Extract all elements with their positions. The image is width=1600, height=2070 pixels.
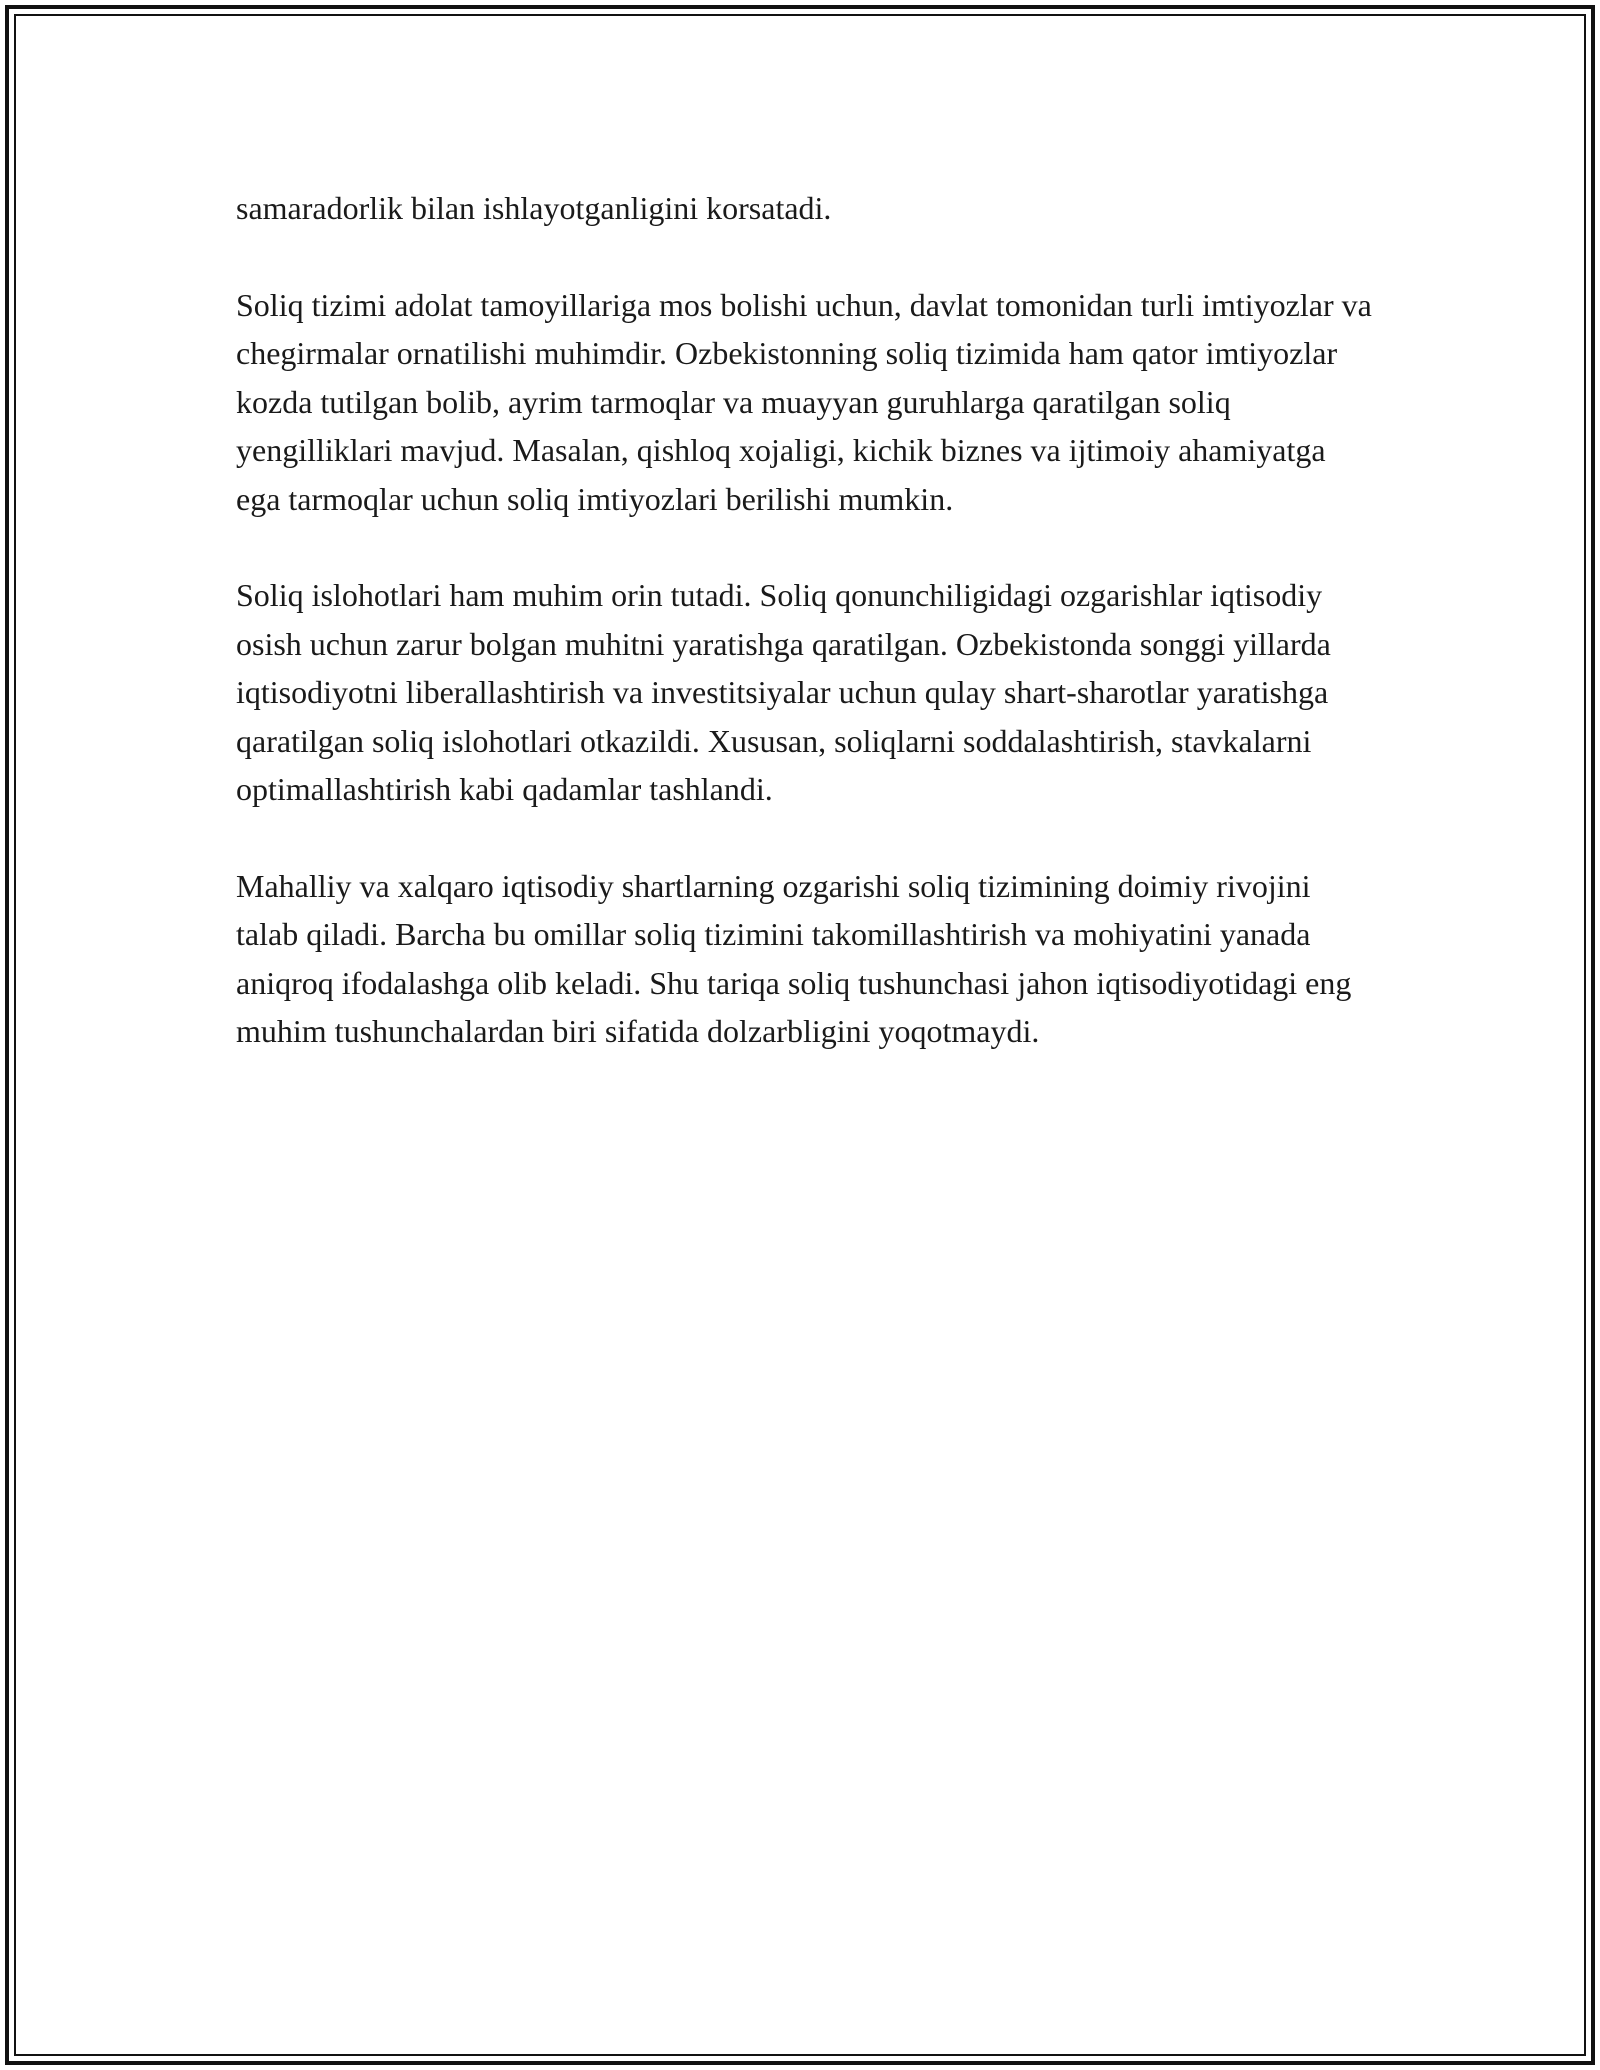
paragraph-3: Soliq islohotlari ham muhim orin tutadi. Soliq qonunchiligidagi ozgarishlar iqtisodiy osish uchun zarur bolgan muhitni yaratishga qaratilgan. Ozbekistonda songgi yillarda iqtisodiyotni liberallashtirish va investitsiyalar uchun qulay shart-sharotlar yaratishga qaratilgan soliq islohotlari otkazildi. Xususan, soliqlarni soddalashtirish, stavkalarni optimallashtirish kabi qadamlar tashlandi. bbox=[236, 577, 1331, 807]
document-body bbox=[236, 184, 1376, 1104]
paragraph-1: samaradorlik bilan ishlayotganligini korsatadi. bbox=[236, 190, 832, 226]
paragraph-2: Soliq tizimi adolat tamoyillariga mos bolishi uchun, davlat tomonidan turli imtiyozlar va chegirmalar ornatilishi muhimdir. Ozbekistonning soliq tizimida ham qator imtiyozlar kozda tutilgan bolib, ayrim tarmoqlar va muayyan guruhlarga qaratilgan soliq yengilliklari mavjud. Masalan, qishloq xojaligi, kichik biznes va ijtimoiy ahamiyatga ega tarmoqlar uchun soliq imtiyozlari berilishi mumkin. bbox=[236, 286, 1372, 517]
paragraph-4: Mahalliy va xalqaro iqtisodiy shartlarning ozgarishi soliq tizimining doimiy rivojini talab qiladi. Barcha bu omillar soliq tizimini takomillashtirish va mohiyatini yanada aniqroq ifodalashga olib keladi. Shu tariqa soliq tushunchasi jahon iqtisodiyotidagi eng muhim tushunchalardan biri sifatida dolzarbligini yoqotmaydi. bbox=[236, 867, 1352, 1049]
